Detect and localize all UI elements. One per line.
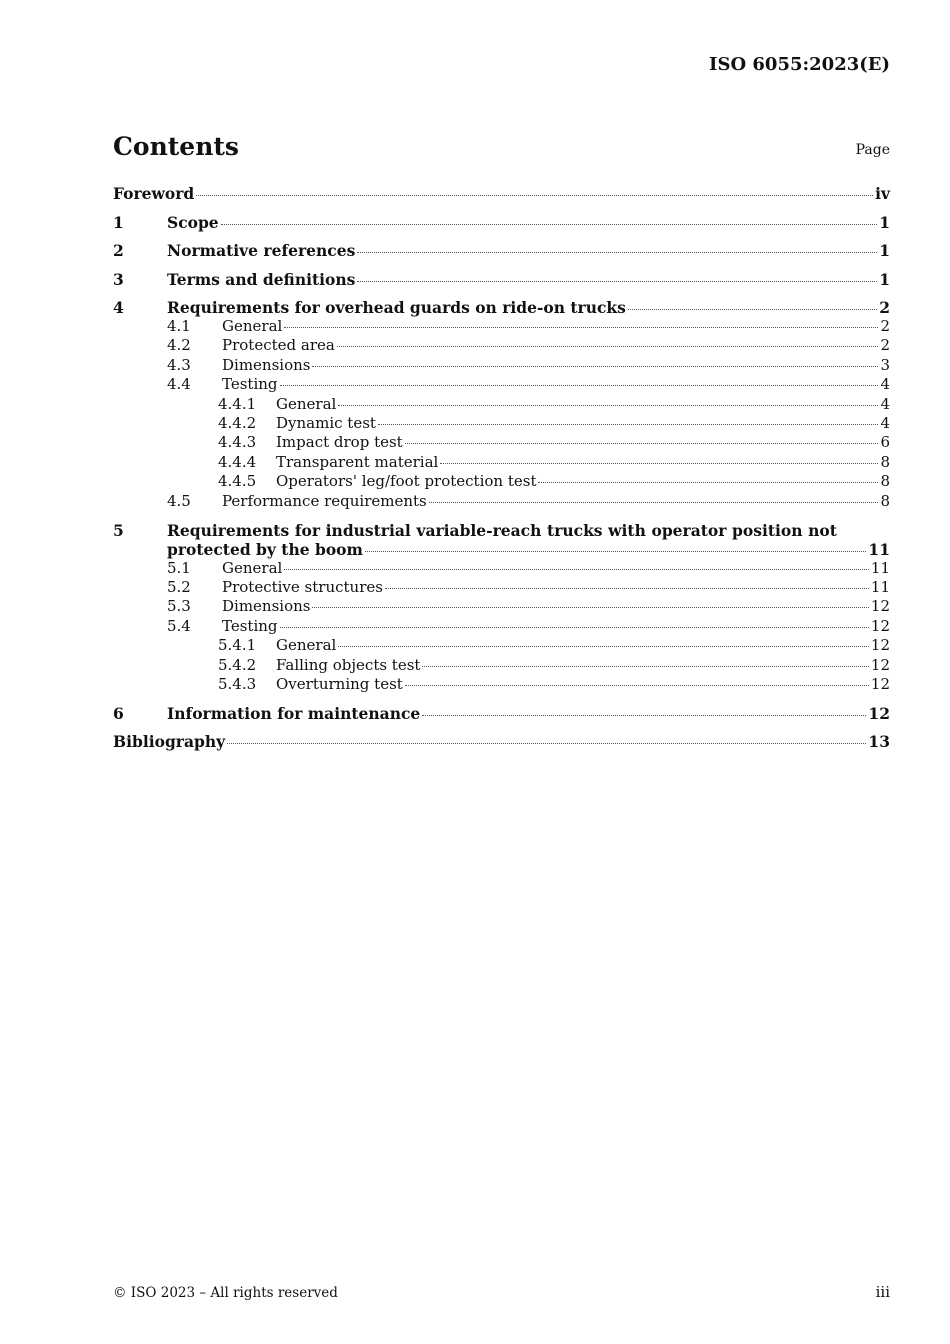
toc-number: 5.1: [167, 558, 191, 577]
toc-label-word: not: [808, 520, 837, 540]
toc-page: 12: [870, 655, 890, 674]
toc-page: 11: [870, 558, 890, 577]
toc-page: 1: [879, 269, 890, 289]
toc-label: Falling objects test: [276, 655, 421, 674]
toc-entry-4[interactable]: [113, 298, 890, 317]
toc-entry-4-4-1[interactable]: [113, 395, 890, 414]
toc-entry-4-4[interactable]: [113, 375, 890, 394]
toc-label-line-1: [167, 521, 837, 540]
toc-number: 4.5: [167, 491, 191, 510]
page-column-label: Page: [855, 142, 890, 158]
toc-label: Dimensions: [222, 597, 311, 616]
toc-number: 5: [113, 520, 124, 540]
toc-number: 2: [113, 241, 124, 260]
toc-entry-5-4-1[interactable]: [113, 636, 890, 655]
leader-dots: [337, 346, 879, 347]
toc-label-word: with: [608, 520, 646, 540]
table-of-contents: [113, 184, 890, 751]
leader-dots: [378, 424, 879, 425]
toc-number: 5.4: [167, 616, 191, 635]
toc-number: 4.4: [167, 375, 191, 394]
toc-entry-5-4-3[interactable]: [113, 675, 890, 694]
toc-label-word: operator: [651, 520, 727, 540]
toc-label: Transparent material: [276, 452, 439, 471]
toc-entry-5[interactable]: [113, 521, 890, 559]
toc-label-word: position: [732, 520, 803, 540]
toc-number: 4: [113, 298, 124, 317]
toc-number: 6: [113, 703, 124, 723]
leader-dots: [280, 385, 879, 386]
toc-label: Dimensions: [222, 355, 311, 374]
toc-label: General: [222, 317, 283, 335]
toc-label-word: variable-reach: [416, 520, 542, 540]
leader-dots: [405, 443, 879, 444]
toc-label: Testing: [222, 616, 278, 635]
toc-page: 11: [870, 577, 890, 596]
toc-label-word: trucks: [547, 520, 603, 540]
toc-label-line-2: protected by the boom: [167, 539, 363, 559]
toc-number: 4.4.1: [218, 394, 257, 413]
leader-dots: [628, 309, 877, 310]
toc-label: General: [222, 558, 283, 577]
toc-number: 4.4.5: [218, 472, 257, 491]
toc-entry-4-4-5[interactable]: [113, 472, 890, 491]
leader-dots: [538, 482, 878, 483]
toc-label: Protected area: [222, 336, 335, 355]
toc-label-word: Requirements: [167, 520, 290, 540]
toc-number: 4.1: [167, 317, 191, 335]
copyright-notice: © ISO 2023 – All rights reserved: [113, 1285, 338, 1301]
toc-number: 4.3: [167, 355, 191, 374]
toc-page: 6: [880, 433, 890, 452]
toc-page: 12: [868, 703, 890, 723]
leader-dots: [312, 366, 878, 367]
leader-dots: [284, 569, 869, 570]
toc-label: General: [276, 636, 337, 655]
toc-page: 2: [879, 298, 890, 317]
toc-label: Dynamic test: [276, 414, 376, 433]
toc-entry-3[interactable]: [113, 270, 890, 289]
toc-label: Requirements for overhead guards on ride-on trucks: [167, 298, 626, 317]
toc-page: 12: [870, 616, 890, 635]
toc-page: 2: [880, 317, 890, 335]
toc-label: Normative references: [167, 241, 356, 260]
toc-label: Impact drop test: [276, 433, 403, 452]
toc-number: 4.4.2: [218, 414, 257, 433]
leader-dots: [196, 195, 873, 196]
toc-page: 12: [870, 675, 890, 693]
toc-page: 2: [880, 336, 890, 355]
toc-label: Scope: [167, 212, 219, 232]
toc-number: 1: [113, 212, 124, 232]
toc-label-word: industrial: [325, 520, 411, 540]
leader-dots: [357, 252, 877, 253]
page-title: Contents: [113, 132, 240, 161]
toc-entry-4-3[interactable]: [113, 356, 890, 375]
page-number: iii: [875, 1283, 890, 1301]
toc-entry-5-3[interactable]: [113, 597, 890, 616]
toc-entry-4-4-3[interactable]: [113, 433, 890, 452]
toc-number: 4.2: [167, 336, 191, 355]
toc-page: 8: [880, 491, 890, 510]
toc-entry-1[interactable]: [113, 213, 890, 232]
toc-entry-4-1[interactable]: [113, 317, 890, 336]
leader-dots: [365, 551, 867, 552]
toc-number: 4.4.3: [218, 433, 257, 452]
toc-entry-6[interactable]: [113, 704, 890, 723]
toc-page: 4: [880, 414, 890, 433]
leader-dots: [440, 463, 878, 464]
leader-dots: [357, 281, 877, 282]
leader-dots: [338, 646, 869, 647]
toc-entry-5-2[interactable]: [113, 578, 890, 597]
toc-label: Protective structures: [222, 577, 383, 596]
toc-page: 3: [880, 355, 890, 374]
toc-number: 5.4.3: [218, 675, 257, 693]
toc-number: 3: [113, 269, 124, 289]
toc-page: 13: [868, 732, 890, 752]
toc-label: Overturning test: [276, 675, 403, 693]
toc-entry-bibliography[interactable]: [113, 732, 890, 751]
toc-label: Performance requirements: [222, 491, 427, 510]
toc-page: 8: [880, 452, 890, 471]
toc-page: 12: [870, 636, 890, 655]
toc-label: General: [276, 394, 337, 413]
toc-label: Operators' leg/foot protection test: [276, 472, 537, 491]
leader-dots: [422, 715, 866, 716]
toc-page: 4: [880, 375, 890, 394]
leader-dots: [312, 607, 868, 608]
toc-page: 1: [879, 241, 890, 260]
document-id: ISO 6055:2023(E): [709, 54, 890, 75]
toc-label: Bibliography: [113, 732, 226, 752]
toc-number: 5.3: [167, 597, 191, 616]
toc-entry-4-5[interactable]: [113, 492, 890, 511]
toc-entry-4-4-2[interactable]: [113, 414, 890, 433]
toc-entry-4-4-4[interactable]: [113, 453, 890, 472]
toc-page: 4: [880, 394, 890, 413]
toc-label: Terms and definitions: [167, 269, 356, 289]
leader-dots: [280, 627, 869, 628]
leader-dots: [338, 405, 878, 406]
toc-entry-5-1[interactable]: [113, 559, 890, 578]
toc-entry-5-4-2[interactable]: [113, 656, 890, 675]
leader-dots: [227, 743, 866, 744]
toc-page: 1: [879, 212, 890, 232]
toc-number: 4.4.4: [218, 452, 257, 471]
leader-dots: [385, 588, 869, 589]
toc-page: 11: [868, 539, 890, 559]
leader-dots: [405, 685, 869, 686]
toc-entry-2[interactable]: [113, 241, 890, 260]
leader-dots: [422, 666, 868, 667]
toc-number: 5.4.1: [218, 636, 257, 655]
leader-dots: [221, 224, 878, 225]
toc-page: 12: [870, 597, 890, 616]
toc-page: 8: [880, 472, 890, 491]
toc-number: 5.4.2: [218, 655, 257, 674]
leader-dots: [284, 327, 878, 328]
toc-entry-4-2[interactable]: [113, 336, 890, 355]
toc-label: Foreword: [113, 184, 195, 203]
toc-page: iv: [875, 184, 890, 203]
toc-entry-foreword[interactable]: [113, 184, 890, 203]
toc-number: 5.2: [167, 577, 191, 596]
toc-label-word: for: [294, 520, 321, 540]
toc-label: Testing: [222, 375, 278, 394]
toc-entry-5-4[interactable]: [113, 617, 890, 636]
leader-dots: [429, 502, 879, 503]
toc-label: Information for maintenance: [167, 703, 421, 723]
